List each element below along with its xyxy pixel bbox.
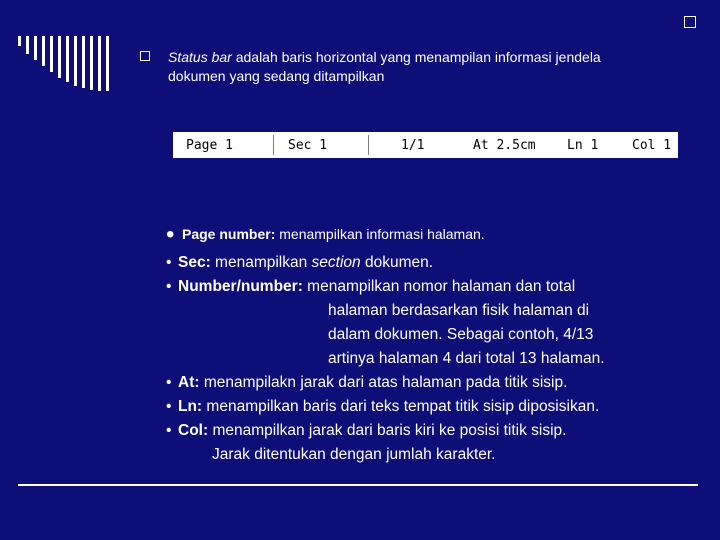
intro-line1: adalah baris horizontal yang menampilan informasi jendela	[231, 49, 601, 65]
list-item-ln: • Ln: menampilkan baris dari teks tempat titik sisip diposisikan.	[166, 395, 706, 419]
bullet-dot-icon: •	[166, 254, 172, 271]
decorative-bars-graphic	[18, 36, 118, 91]
intro-text	[168, 48, 700, 86]
status-bar-example	[173, 132, 678, 158]
list-item-sec: • Sec: menampilkan section dokumen.	[166, 251, 706, 275]
bullet-dot-icon: •	[166, 374, 172, 391]
status-page: Page 1	[186, 138, 233, 153]
bullet-dot-icon: •	[166, 422, 172, 439]
status-col: Col 1	[632, 138, 672, 153]
bullet-dot-icon: •	[166, 398, 172, 415]
intro-term: Status bar	[168, 49, 232, 65]
list-item-page-number: • Page number: menampilkan informasi halaman.	[166, 221, 485, 248]
list-item-number: • Number/number: menampilkan nomor halaman dan total halaman berdasarkan fisik halaman di dalam dokumen. Sebagai contoh, 4/13 artinya halaman 4 dari total 13 halaman.	[166, 275, 706, 371]
status-ln: Ln 1	[567, 138, 599, 153]
intro-paragraph	[140, 48, 700, 86]
status-separator	[273, 135, 274, 155]
intro-line2: dokumen yang sedang ditampilkan	[168, 68, 385, 84]
definition-list	[166, 222, 706, 467]
corner-square-decoration	[684, 16, 696, 28]
status-separator	[368, 135, 369, 155]
list-item-col: • Col: menampilkan jarak dari baris kiri ke posisi titik sisip. Jarak ditentukan dengan jumlah karakter.	[166, 419, 706, 467]
status-number: 1/1	[401, 138, 425, 153]
square-bullet-icon	[140, 51, 150, 61]
status-sec: Sec 1	[288, 138, 328, 153]
bullet-dot-icon: •	[166, 221, 175, 248]
status-at: At 2.5cm	[473, 138, 536, 153]
bottom-divider	[18, 484, 698, 486]
bullet-dot-icon: •	[166, 278, 172, 295]
list-item-at: • At: menampilakn jarak dari atas halaman pada titik sisip.	[166, 371, 706, 395]
